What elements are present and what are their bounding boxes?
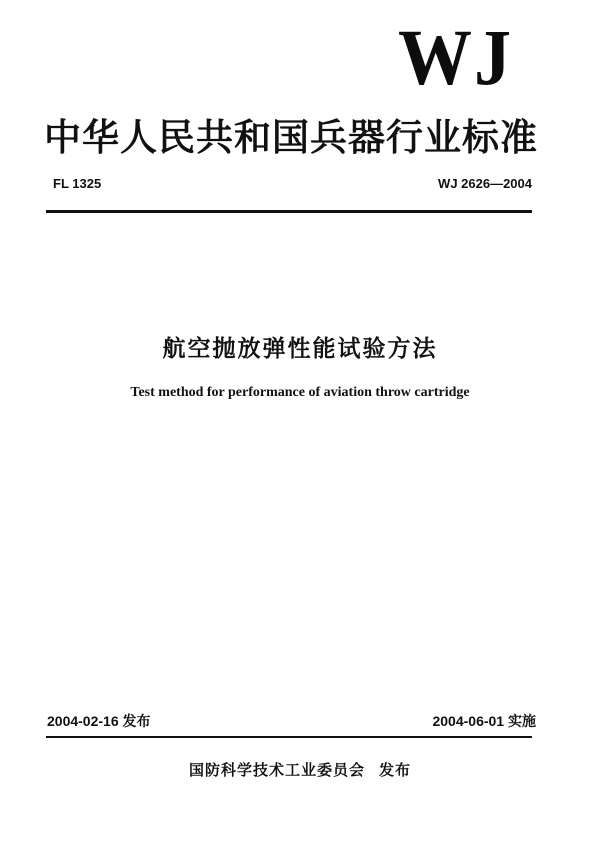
issuer-name: 国防科学技术工业委员会 [188,761,365,779]
wj-logo: WJ [398,13,513,103]
publish-date: 2004-02-16 发布 [47,713,151,729]
standard-number: WJ 2626—2004 [438,176,532,191]
standard-category-title: 中华人民共和国兵器行业标准 [44,116,538,159]
footer-divider [46,736,532,738]
document-title-cn: 航空抛放弹性能试验方法 [162,336,438,362]
classification-code: FL 1325 [53,176,102,191]
header-divider [46,210,532,213]
implement-date: 2004-06-01 实施 [432,713,536,729]
issue-label: 发布 [379,761,412,779]
document-title-en: Test method for performance of aviation throw cartridge [130,385,470,400]
issuing-authority [0,760,600,780]
